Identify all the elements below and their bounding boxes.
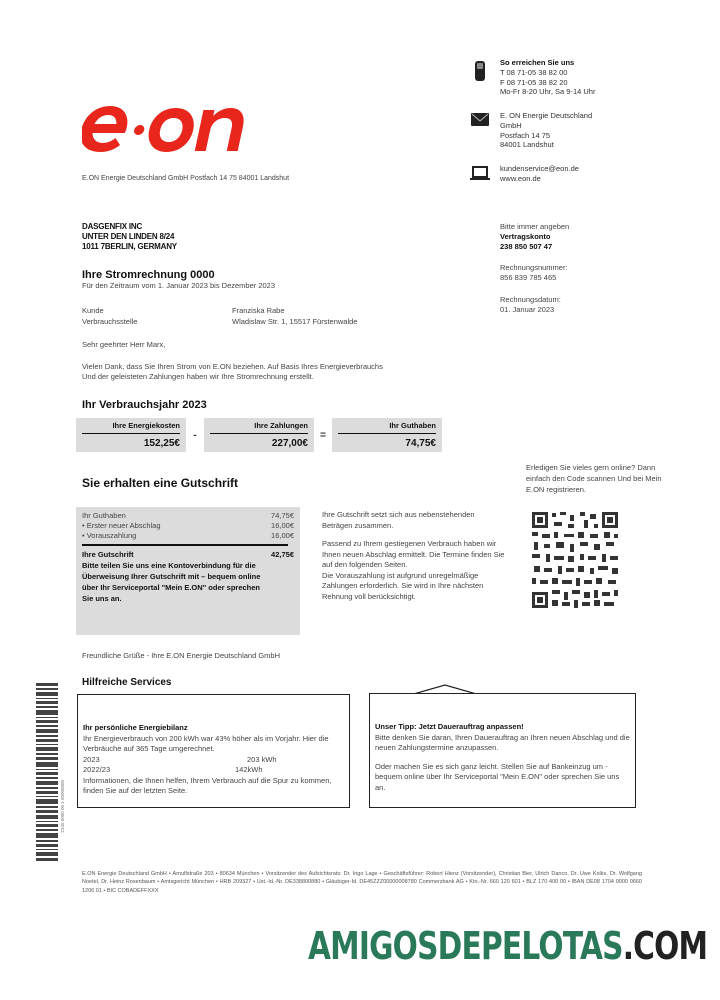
watermark (308, 922, 707, 971)
energy-costs-box (76, 418, 186, 452)
qr-code[interactable] (530, 510, 620, 610)
explain-paragraph: Ihre Gutschrift setzt sich aus nebenstehenden Beträgen zusammen. (322, 510, 475, 530)
energy-balance-footer: Informationen, die Ihnen helfen, Ihrem Verbrauch auf die Spur zu kommen, finden Sie auf der letzten Seite. (83, 775, 332, 795)
recipient-line: 1011 7BERLIN, GERMANY (82, 242, 177, 251)
intro-text (82, 362, 482, 382)
email-link[interactable]: kundenservice@eon.de (500, 164, 579, 173)
credit-box (76, 507, 300, 635)
credit-row-label: Ihr Guthaben (82, 511, 126, 520)
contact-phone (470, 58, 670, 97)
energy-costs-value: 152,25€ (143, 437, 180, 449)
credit-title: Sie erhalten eine Gutschrift (82, 476, 239, 490)
salutation: Sehr geehrter Herr Marx, (82, 340, 166, 349)
barcode (36, 683, 58, 863)
recipient-line: DASGENFIX INC (82, 222, 143, 231)
closing-regards: Freundliche Grüße - Ihre E.ON Energie Deutschland GmbH (82, 651, 280, 660)
qr-instructions: Erledigen Sie vieles gern online? Dann einfach den Code scannen Und bei Mein E.ON registrieren. (526, 463, 662, 494)
balance-box (332, 418, 442, 452)
invoice-date-value: 01. Januar 2023 (500, 304, 555, 314)
credit-row-value: 16,00€ (271, 520, 294, 530)
location-label: Verbrauchsstelle (82, 316, 138, 326)
balance-value: 203 kWh (247, 754, 277, 764)
credit-divider (82, 544, 288, 546)
opening-hours: Mo-Fr 8-20 Uhr, Sa 9-14 Uhr (500, 87, 596, 97)
balance-year: 2023 (83, 754, 100, 764)
customer-value: Franziska Rabe (232, 306, 285, 315)
mail-line: E. ON Energie Deutschland (500, 111, 593, 120)
energy-balance-title: Ihr persönliche Energiebilanz (83, 723, 188, 732)
contract-value: 238 850 507 47 (500, 241, 553, 251)
contact-mail (470, 111, 670, 150)
invoice-number-value: 856 839 785 465 (500, 273, 557, 282)
invoice-period: Für den Zeitraum vom 1. Januar 2023 bis Dezember 2023 (82, 281, 276, 290)
energy-balance-table (83, 755, 345, 776)
intro-line: Vielen Dank, dass Sie Ihren Strom von E.ON beziehen. Auf Basis Ihres Energieverbrauchs (82, 362, 383, 371)
energy-balance-box (77, 694, 350, 808)
watermark-name: AMIGOSDEPELOTAS (308, 924, 623, 968)
watermark-tld: .COM (622, 924, 708, 968)
barcode-number: 2345 0000 00 1 00000000 (60, 780, 65, 833)
credit-row (82, 521, 294, 531)
balance-year: 2022/23 (83, 765, 111, 774)
mail-line: Postfach 14 75 (500, 130, 551, 140)
explain-paragraph: Die Vorauszahlung ist aufgrund unregelmäßige Zahlungen erforderlich. Sie wird in Ihre nächsten Rehnung voll berücksichtigt. (322, 570, 484, 601)
credit-total-label: Ihre Gutschrift (82, 550, 134, 560)
balance-label: Ihr Guthaben (338, 421, 436, 434)
credit-note: Bitte teilen Sie uns eine Kontoverbindung für die Überweisung Ihrer Gutschrift mit – bequem online über Ihr Serviceportal "Mein E.ON" oder sprechen Sie uns an. (82, 561, 261, 603)
phone-icon (470, 58, 490, 97)
tip-paragraph: Oder machen Sie es sich ganz leicht. Stellen Sie auf Bankeinzug um - bequem online über Ihr Serviceportal "Mein E.ON" oder sprechen Sie uns an. (375, 761, 620, 792)
standing-order-tip-box (369, 693, 636, 808)
minus-operator: - (193, 429, 197, 441)
invoice-title: Ihre Stromrechnung 0000 (82, 269, 215, 281)
contract-label: Vertragskonto (500, 231, 551, 241)
credit-row (82, 531, 294, 541)
contact-web (470, 164, 670, 184)
credit-explanation (322, 510, 507, 610)
balance-value: 74,75€ (405, 437, 436, 449)
legal-footer: E.ON Energie Deutschland GmbH • Arnulfstraße 203 • 80634 München • Vorsitzender des Aufsichtsrats: Dr. Ingo Lage • Geschäftsführer: Robert Hienz (Vorsitzender), Christian Bier, Ulrich Danco, Dr. Uwe Kolks, Dr. Wolfgang Noetel, Dr. Heinz Rosenbaum • Amtsgericht München • HRB 209327 • Ust.-Id.-Nr. DE338800880 • Gläubiger-Id. DE45ZZZ00000008780 Commerzbank AG • Kto.-Nr. 660 120 601 • BLZ 170 400 00 • IBAN DE08 1704 0000 0660 1206 01 • BIC COBADEFFXXX (82, 871, 642, 894)
summary-equation (76, 418, 442, 452)
credit-total (82, 550, 294, 560)
customer-details (82, 306, 432, 327)
credit-row (82, 511, 294, 521)
location-value: Wladislaw Str. 1, 15517 Fürstenwalde (232, 316, 358, 326)
energy-costs-label: Ihre Energiekosten (82, 421, 180, 434)
credit-total-value: 42,75€ (271, 550, 294, 560)
eon-logo (82, 98, 257, 156)
laptop-icon (470, 164, 490, 184)
payments-label: Ihre Zahlungen (210, 421, 308, 434)
account-info (500, 222, 670, 326)
recipient-line: UNTER DEN LINDEN 8/24 (82, 232, 175, 241)
credit-row-label: • Vorauszahlung (82, 530, 137, 540)
credit-row-value: 74,75€ (271, 511, 294, 520)
website-link[interactable]: www.eon.de (500, 173, 541, 183)
credit-row-label: • Erster neuer Abschlag (82, 520, 161, 530)
note-label: Bitte immer angeben (500, 222, 570, 231)
mail-line: 84001 Landshut (500, 140, 554, 150)
tip-title: Unser Tipp: Jetzt Dauerauftrag anpassen! (375, 722, 524, 731)
envelope-icon (470, 111, 490, 150)
services-title: Hilfreiche Services (82, 677, 172, 688)
balance-value: 142kWh (235, 765, 263, 774)
explain-paragraph: Passend zu Ihrem gestiegenen Verbrauch haben wir Ihnen neuen Abschlag ermittelt. Die Termine finden Sie auf den folgenden Seiten. (322, 539, 505, 569)
invoice-number-label: Rechnungsnummer: (500, 263, 568, 273)
sender-address-line: E.ON Energie Deutschland GmbH Postfach 14 75 84001 Landshut (82, 175, 290, 182)
fax-number: F 08 71-05 38 82 20 (500, 77, 568, 87)
credit-row-value: 16,00€ (271, 530, 294, 540)
equals-operator: = (320, 429, 326, 441)
contact-title: So erreichen Sie uns (500, 58, 575, 67)
intro-line: Und der geleisteten Zahlungen haben wir Ihre Stromrechnung erstellt. (82, 372, 314, 382)
energy-balance-text: Ihr Energieverbrauch von 200 kWh war 43% höher als im Vorjahr. Hier die Verbräuche auf 365 Tage umgerechnet. (83, 733, 329, 753)
tip-paragraph: Bitte denken Sie daran, Ihren Dauerauftrag an Ihren neuen Abschlag und die neuen Zahlungstermine anzupassen. (375, 732, 630, 752)
payments-value: 227,00€ (271, 437, 308, 449)
customer-label: Kunde (82, 306, 104, 315)
payments-box (204, 418, 314, 452)
mail-line: GmbH (500, 120, 522, 130)
consumption-year-title: Ihr Verbrauchsjahr 2023 (82, 399, 207, 411)
invoice-date-label: Rechnungsdatum: (500, 294, 561, 304)
phone-number: T 08 71-05 38 82 00 (500, 67, 568, 77)
recipient-address (82, 222, 177, 252)
contact-block (470, 58, 670, 198)
